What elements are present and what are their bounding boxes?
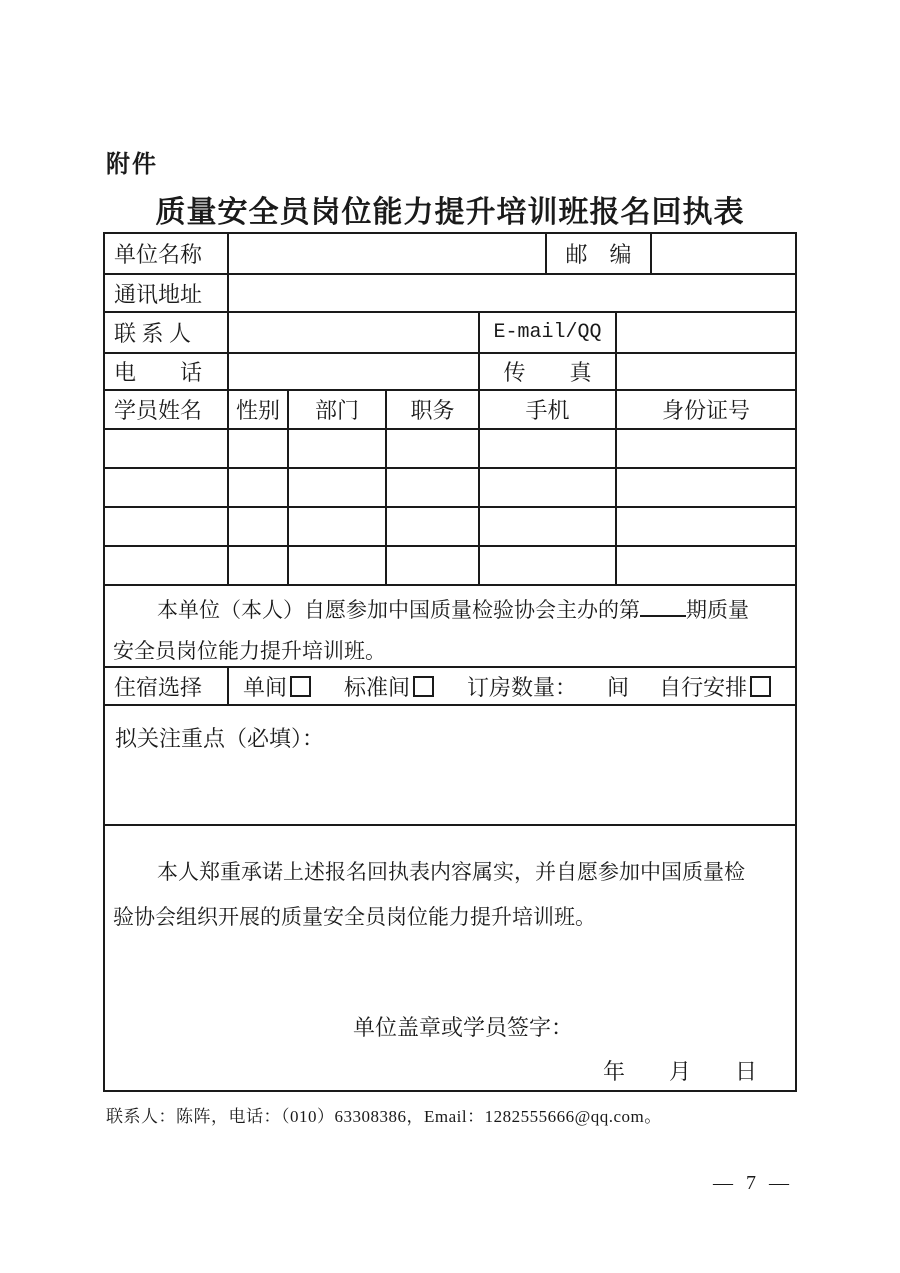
student-name-cell: [105, 547, 229, 584]
unit-name-row: [105, 234, 795, 275]
student-name-cell: [105, 469, 229, 506]
unit-name-input-cell: [229, 234, 547, 273]
position-cell: [387, 469, 480, 506]
commitment-line2: 验协会组织开展的质量安全员岗位能力提升培训班。: [113, 905, 596, 929]
gender-header: 性别: [229, 391, 289, 428]
department-cell: [289, 547, 387, 584]
postal-code-label: 邮 编: [547, 234, 652, 273]
department-cell: [289, 469, 387, 506]
student-row: [105, 547, 795, 586]
gender-cell: [229, 508, 289, 545]
mobile-cell: [480, 547, 617, 584]
id-number-cell: [617, 469, 795, 506]
unit-name-label: 单位名称: [105, 234, 229, 273]
option-self-arranged: 自行安排: [659, 671, 771, 702]
mobile-cell: [480, 469, 617, 506]
focus-row: [105, 706, 795, 826]
phone-input-cell: [229, 354, 480, 389]
standard-room-checkbox-icon: [413, 676, 434, 697]
email-label: E-mail/QQ: [480, 313, 617, 352]
single-room-checkbox-icon: [290, 676, 311, 697]
room-unit-label: 间: [607, 674, 630, 700]
student-header-row: [105, 391, 795, 430]
position-cell: [387, 508, 480, 545]
id-number-cell: [617, 547, 795, 584]
gender-cell: [229, 547, 289, 584]
id-number-cell: [617, 508, 795, 545]
position-cell: [387, 430, 480, 467]
student-row: [105, 508, 795, 547]
contact-person-input-cell: [229, 313, 480, 352]
gender-cell: [229, 469, 289, 506]
id-number-cell: [617, 430, 795, 467]
position-header: 职务: [387, 391, 480, 428]
phone-row: [105, 354, 795, 391]
commitment-row: [105, 826, 795, 1090]
page-title: 质量安全员岗位能力提升培训班报名回执表: [155, 196, 745, 229]
commitment-line1: 本人郑重承诺上述报名回执表内容属实，并自愿参加中国质量检: [157, 860, 745, 884]
participation-row: [105, 586, 795, 668]
date-label: 年 月 日: [602, 1059, 757, 1084]
mobile-header: 手机: [480, 391, 617, 428]
phone-label: 电 话: [105, 354, 229, 389]
student-name-header: 学员姓名: [105, 391, 229, 428]
contact-person-label: 联 系 人: [105, 313, 229, 352]
participation-line2: 安全员岗位能力提升培训班。: [113, 639, 386, 663]
department-header: 部门: [289, 391, 387, 428]
self-arranged-checkbox-icon: [750, 676, 771, 697]
email-input-cell: [617, 313, 795, 352]
student-row: [105, 430, 795, 469]
student-name-cell: [105, 430, 229, 467]
gender-cell: [229, 430, 289, 467]
department-cell: [289, 430, 387, 467]
fax-input-cell: [617, 354, 795, 389]
registration-form-table: [103, 232, 797, 1092]
option-single-room: 单间: [243, 671, 311, 702]
fax-label: 传 真: [480, 354, 617, 389]
contact-person-row: [105, 313, 795, 354]
attachment-label: 附件: [106, 151, 158, 178]
student-row: [105, 469, 795, 508]
issue-number-blank: [640, 612, 686, 617]
commitment-block: [105, 826, 795, 1090]
accommodation-options: [229, 668, 795, 704]
footer-contact-info: 联系人：陈阵，电话：（010）63308386，Email：1282555666@qq.com。: [106, 1107, 662, 1126]
participation-line1: 本单位（本人）自愿参加中国质量检验协会主办的第 期质量: [157, 598, 749, 622]
mobile-cell: [480, 430, 617, 467]
id-number-header: 身份证号: [661, 398, 750, 423]
page-number: — 7 —: [713, 1172, 793, 1194]
position-cell: [387, 547, 480, 584]
address-row: [105, 275, 795, 313]
accommodation-label: 住宿选择: [105, 668, 229, 704]
option-standard-room: 标准间: [344, 671, 434, 702]
room-quantity-label: 订房数量：: [467, 674, 578, 700]
accommodation-row: [105, 668, 795, 706]
focus-label: 拟关注重点（必填）：: [115, 726, 325, 751]
participation-statement: [105, 586, 795, 666]
signature-label: 单位盖章或学员签字：: [353, 1015, 574, 1040]
mobile-cell: [480, 508, 617, 545]
address-label: 通讯地址: [105, 275, 229, 311]
address-input-cell: [229, 275, 795, 311]
student-name-cell: [105, 508, 229, 545]
department-cell: [289, 508, 387, 545]
postal-code-input-cell: [652, 234, 795, 273]
